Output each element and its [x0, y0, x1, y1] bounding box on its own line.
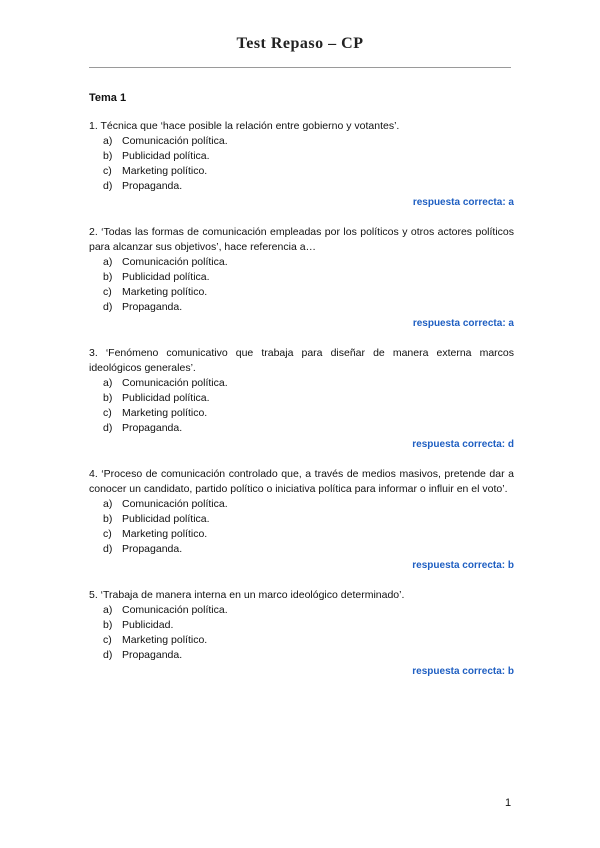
question-block: [89, 588, 514, 679]
title-divider: [89, 67, 511, 68]
option-letter: d): [103, 180, 113, 192]
answer-option: [103, 134, 514, 149]
answer-option: [103, 497, 514, 512]
option-text: Propaganda.: [122, 180, 183, 192]
option-letter: d): [103, 543, 113, 555]
option-text: Comunicación política.: [122, 135, 228, 147]
option-text: Publicidad política.: [122, 271, 210, 283]
option-letter: b): [103, 619, 113, 631]
answer-options: [89, 603, 514, 663]
answer-option: [103, 376, 514, 391]
answer-option: [103, 633, 514, 648]
answer-option: [103, 179, 514, 194]
option-text: Marketing político.: [122, 286, 208, 298]
option-text: Propaganda.: [122, 649, 183, 661]
option-text: Marketing político.: [122, 165, 208, 177]
question-text: 5. ‘Trabaja de manera interna en un marco ideológico determinado’.: [89, 589, 405, 601]
option-letter: a): [103, 498, 113, 510]
option-letter: d): [103, 422, 113, 434]
option-text: Marketing político.: [122, 528, 208, 540]
option-letter: c): [103, 286, 112, 298]
option-letter: c): [103, 634, 112, 646]
question-text: 3. ‘Fenómeno comunicativo que trabaja para diseñar de manera externa marcos ideológicos generales’.: [89, 347, 514, 374]
option-text: Propaganda.: [122, 301, 183, 313]
option-text: Comunicación política.: [122, 256, 228, 268]
answer-option: [103, 164, 514, 179]
answer-options: [89, 134, 514, 194]
option-letter: a): [103, 135, 113, 147]
question-block: [89, 119, 514, 210]
answer-option: [103, 270, 514, 285]
option-letter: b): [103, 392, 113, 404]
option-letter: b): [103, 271, 113, 283]
answer-options: [89, 376, 514, 436]
correct-answer: respuesta correcta: a: [412, 197, 514, 208]
answer-option: [103, 255, 514, 270]
question-block: [89, 467, 514, 573]
correct-answer: respuesta correcta: d: [412, 439, 514, 450]
option-letter: b): [103, 150, 113, 162]
answer-option: [103, 421, 514, 436]
option-text: Propaganda.: [122, 422, 183, 434]
option-text: Publicidad política.: [122, 513, 210, 525]
answer-option: [103, 618, 514, 633]
option-letter: c): [103, 165, 112, 177]
option-text: Comunicación política.: [122, 377, 228, 389]
option-letter: a): [103, 377, 113, 389]
option-text: Propaganda.: [122, 543, 183, 555]
option-letter: a): [103, 604, 113, 616]
option-text: Marketing político.: [122, 407, 208, 419]
page-title: Test Repaso – CP: [236, 35, 364, 52]
answer-options: [89, 497, 514, 557]
answer-option: [103, 603, 514, 618]
option-text: Comunicación política.: [122, 604, 228, 616]
answer-option: [103, 406, 514, 421]
question-text: 1. Técnica que ‘hace posible la relación entre gobierno y votantes’.: [89, 120, 400, 132]
option-letter: c): [103, 528, 112, 540]
option-letter: d): [103, 301, 113, 313]
option-text: Publicidad política.: [122, 150, 210, 162]
option-letter: d): [103, 649, 113, 661]
question-block: [89, 346, 514, 452]
page-number: 1: [505, 797, 512, 809]
answer-option: [103, 149, 514, 164]
answer-option: [103, 391, 514, 406]
option-letter: b): [103, 513, 113, 525]
question-text: 2. ‘Todas las formas de comunicación empleadas por los políticos y otros actores políticos para alcanzar sus objetivos’, hace referencia a…: [89, 226, 514, 253]
question-text: 4. ‘Proceso de comunicación controlado que, a través de medios masivos, pretende dar a conocer un candidato, partido político o iniciativa política para informar o influir en el voto’.: [89, 468, 514, 495]
option-text: Publicidad.: [122, 619, 174, 631]
correct-answer: respuesta correcta: a: [412, 318, 514, 329]
option-letter: a): [103, 256, 113, 268]
question-list: [89, 119, 514, 679]
correct-answer: respuesta correcta: b: [412, 666, 514, 677]
option-text: Publicidad política.: [122, 392, 210, 404]
option-letter: c): [103, 407, 112, 419]
answer-option: [103, 527, 514, 542]
answer-options: [89, 255, 514, 315]
answer-option: [103, 300, 514, 315]
correct-answer: respuesta correcta: b: [412, 560, 514, 571]
question-block: [89, 225, 514, 331]
answer-option: [103, 285, 514, 300]
answer-option: [103, 542, 514, 557]
option-text: Marketing político.: [122, 634, 208, 646]
answer-option: [103, 512, 514, 527]
section-heading: Tema 1: [89, 92, 127, 104]
answer-option: [103, 648, 514, 663]
option-text: Comunicación política.: [122, 498, 228, 510]
